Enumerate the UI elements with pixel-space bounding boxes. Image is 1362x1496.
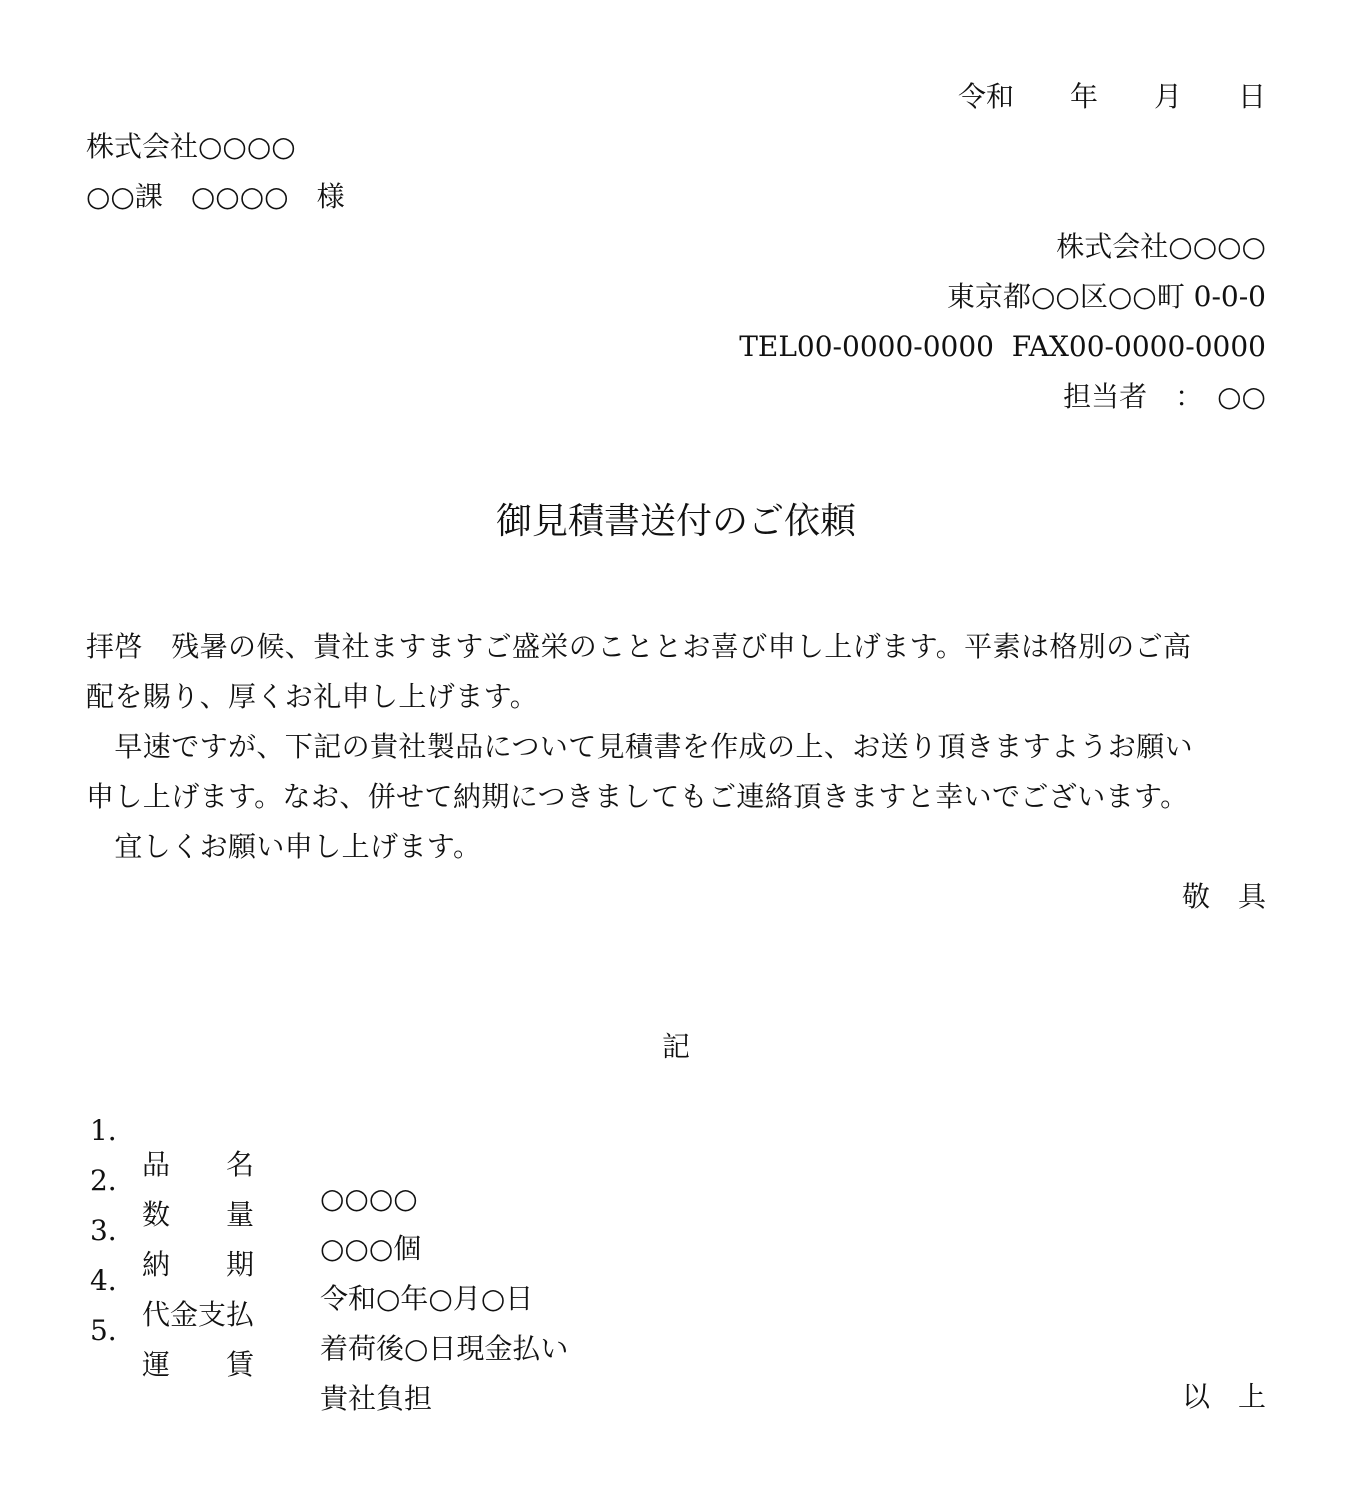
sender-person: 担当者 ： ○○ — [1063, 380, 1266, 413]
sender-company: 株式会社○○○○ — [1056, 230, 1266, 263]
body-line-2: 配を賜り、厚くお礼申し上げます。 — [86, 680, 539, 713]
body-line-5: 宜しくお願い申し上げます。 — [86, 830, 482, 863]
sender-address: 東京都○○区○○町 0-0-0 — [947, 280, 1266, 313]
letter-date: 令和 年 月 日 — [957, 80, 1266, 113]
body-line-1: 拝啓 残暑の候、貴社ますますご盛栄のこととお喜び申し上げます。平素は格別のご高 — [86, 630, 1192, 663]
item-label: 数 量 — [142, 1198, 255, 1231]
item-value: 貴社負担 — [320, 1382, 433, 1415]
item-value: 着荷後○日現金払い — [320, 1332, 569, 1365]
closing-keigu: 敬 具 — [1181, 880, 1266, 913]
sender-contact: TEL00-0000-0000 FAX00-0000-0000 — [739, 330, 1266, 363]
item-value: 令和○年○月○日 — [320, 1282, 534, 1315]
recipient-company: 株式会社○○○○ — [86, 130, 296, 163]
item-label: 品 名 — [142, 1148, 255, 1181]
closing-ijou: 以 上 — [1181, 1380, 1266, 1413]
item-number: 5． — [90, 1314, 136, 1347]
item-number: 4． — [90, 1264, 136, 1297]
item-number: 2． — [90, 1164, 136, 1197]
item-number: 3． — [90, 1214, 136, 1247]
recipient-person: ○○課 ○○○○ 様 — [86, 180, 345, 213]
notes-heading: 記 — [661, 1030, 690, 1063]
item-value: ○○○○ — [320, 1182, 418, 1215]
body-line-4: 申し上げます。なお、併せて納期につきましてもご連絡頂きますと幸いでございます。 — [86, 780, 1189, 813]
item-number: 1． — [90, 1114, 136, 1147]
document-title: 御見積書送付のご依頼 — [495, 501, 856, 542]
item-value: ○○○個 — [320, 1232, 422, 1265]
item-label: 代金支払 — [142, 1298, 255, 1331]
item-label: 運 賃 — [142, 1348, 255, 1381]
item-label: 納 期 — [142, 1248, 255, 1281]
body-line-3: 早速ですが、下記の貴社製品について見積書を作成の上、お送り頂きますようお願い — [86, 730, 1194, 763]
